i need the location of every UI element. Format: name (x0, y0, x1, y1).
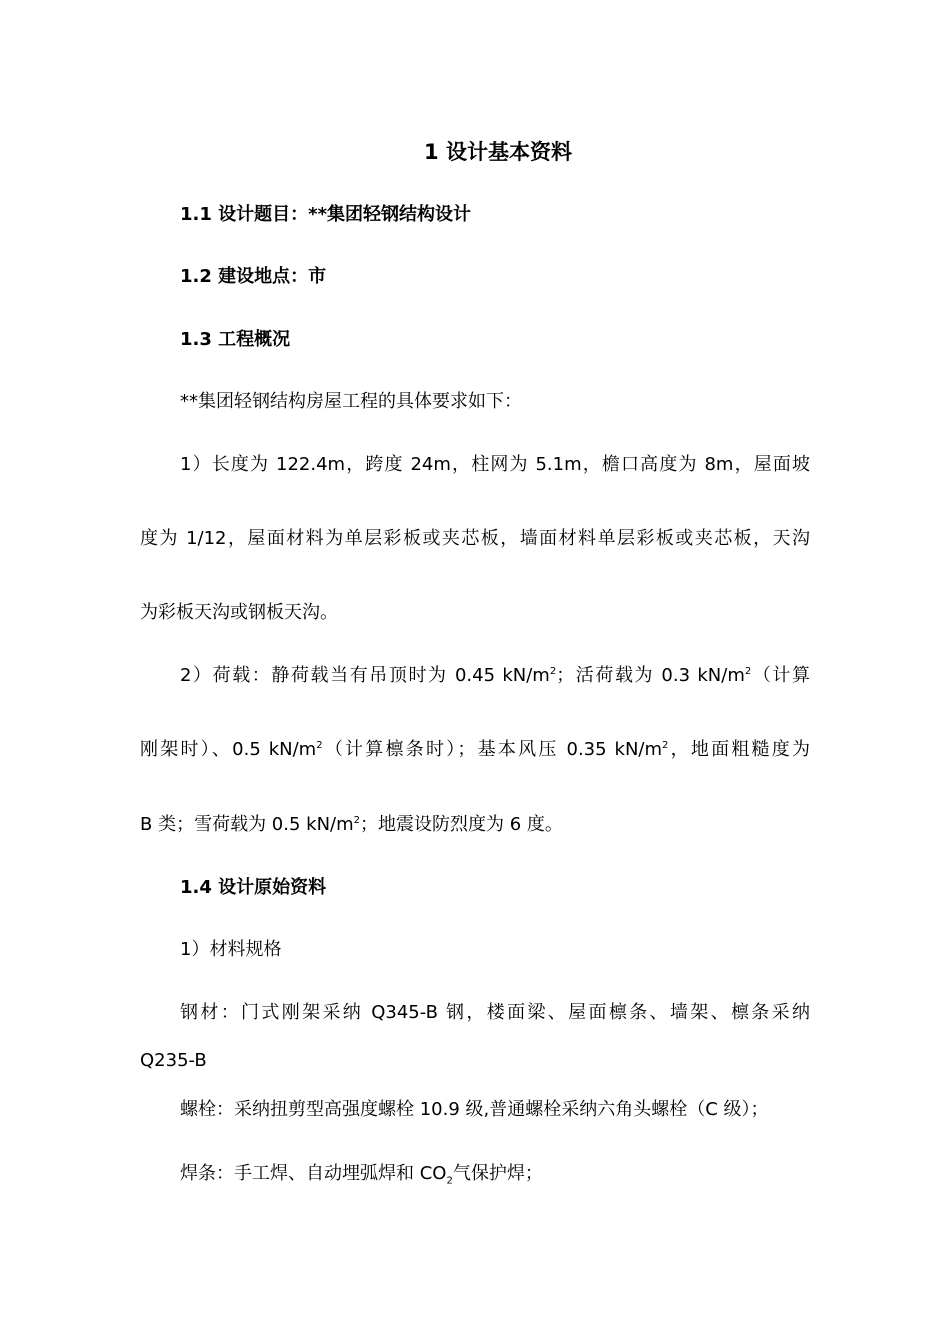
paragraph-2-line-2 (140, 738, 810, 762)
text-span: （计算檩条时）；基本风压 0.35 kN/m (322, 739, 663, 760)
paragraph-1-line-2: 度为 1/12，屋面材料为单层彩板或夹芯板，墙面材料单层彩板或夹芯板，天沟 (140, 528, 810, 549)
paragraph-1-line-1: 1）长度为 122.4m，跨度 24m，柱网为 5.1m，檐口高度为 8m，屋面坡 (180, 454, 810, 475)
paragraph-2-line-3 (140, 813, 563, 837)
materials-subtitle: 1）材料规格 (180, 939, 282, 960)
section-heading-1-3: 1.3 工程概况 (180, 329, 291, 350)
text-span: 气保护焊； (452, 1163, 543, 1184)
section-heading-1-1: 1.1 设计题目：**集团轻钢结构设计 (180, 204, 471, 225)
text-span: ；活荷载为 0.3 kN/m (556, 665, 745, 686)
text-span: （计算 (751, 665, 810, 686)
subscript: 2 (446, 1175, 453, 1187)
text-span: ，地面粗糙度为 (668, 739, 811, 760)
page-title: 1 设计基本资料 (424, 140, 572, 164)
text-span: 刚架时）、0.5 kN/m (140, 739, 317, 760)
weld-line (180, 1162, 543, 1186)
text-span: 2）荷载：静荷载当有吊顶时为 0.45 kN/m (180, 665, 550, 686)
superscript: 2 (744, 666, 752, 677)
steel-line-2: Q235-B (140, 1050, 207, 1071)
paragraph-2-line-1 (180, 664, 810, 688)
superscript: 2 (662, 740, 669, 751)
text-span: 焊条：手工焊、自动埋弧焊和 CO (180, 1163, 447, 1184)
bolt-line: 螺栓：采纳扭剪型高强度螺栓 10.9 级,普通螺栓采纳六角头螺栓（C 级）； (180, 1099, 769, 1120)
section-heading-1-2: 1.2 建设地点：市 (180, 266, 327, 287)
paragraph-1-line-3: 为彩板天沟或钢板天沟。 (140, 602, 338, 623)
intro-paragraph: **集团轻钢结构房屋工程的具体要求如下： (180, 391, 522, 412)
text-span: ；地震设防烈度为 6 度。 (360, 814, 563, 835)
superscript: 2 (353, 815, 361, 826)
superscript: 2 (316, 740, 323, 751)
steel-line-1: 钢材：门式刚架采纳 Q345-B 钢，楼面梁、屋面檩条、墙架、檩条采纳 (180, 1002, 810, 1023)
text-span: B 类；雪荷载为 0.5 kN/m (140, 814, 354, 835)
section-heading-1-4: 1.4 设计原始资料 (180, 877, 327, 898)
superscript: 2 (549, 666, 557, 677)
